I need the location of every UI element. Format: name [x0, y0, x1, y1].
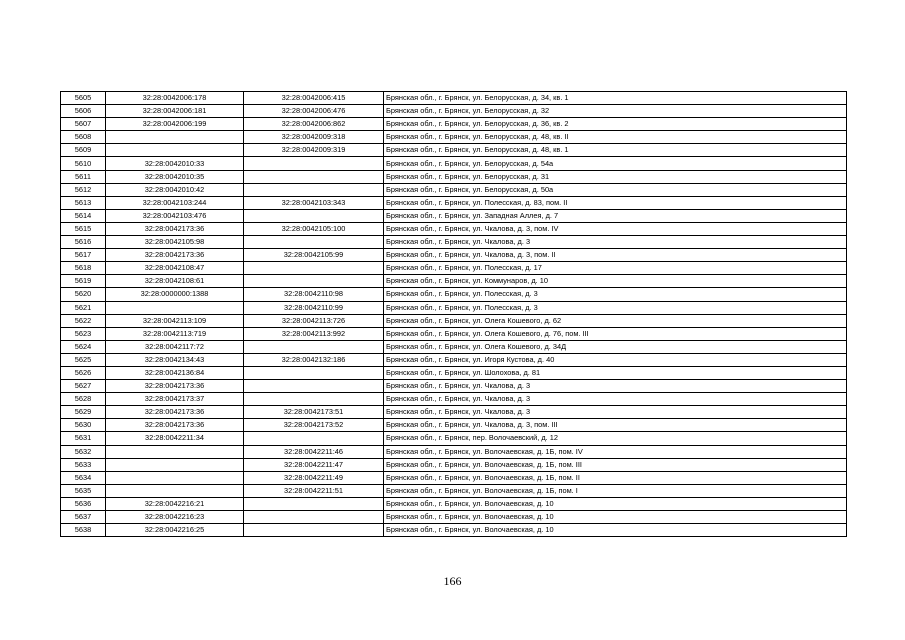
address-cell: Брянская обл., г. Брянск, ул. Волочаевская, д. 1Б, пом. II	[384, 471, 847, 484]
table-row	[61, 511, 847, 524]
table-row	[61, 380, 847, 393]
table-row	[61, 222, 847, 235]
cadastral-number-cell	[106, 445, 244, 458]
row-number-cell: 5633	[61, 458, 106, 471]
row-number-cell: 5637	[61, 511, 106, 524]
cadastral-number-cell: 32:28:0042103:244	[106, 196, 244, 209]
row-number-cell: 5628	[61, 393, 106, 406]
row-number-cell: 5612	[61, 183, 106, 196]
related-cadastral-number-cell: 32:28:0042006:476	[244, 105, 384, 118]
cadastral-number-cell: 32:28:0042108:61	[106, 275, 244, 288]
cadastral-number-cell: 32:28:0042108:47	[106, 262, 244, 275]
cadastral-number-cell: 32:28:0042173:37	[106, 393, 244, 406]
address-cell: Брянская обл., г. Брянск, ул. Чкалова, д. 3, пом. IV	[384, 222, 847, 235]
table-row	[61, 262, 847, 275]
table-row	[61, 92, 847, 105]
property-register-table	[60, 91, 847, 537]
address-cell: Брянская обл., г. Брянск, ул. Олега Кошевого, д. 34Д	[384, 340, 847, 353]
cadastral-number-cell: 32:28:0042173:36	[106, 380, 244, 393]
table-row	[61, 157, 847, 170]
row-number-cell: 5626	[61, 366, 106, 379]
address-cell: Брянская обл., г. Брянск, ул. Коммунаров, д. 10	[384, 275, 847, 288]
cadastral-number-cell: 32:28:0042173:36	[106, 222, 244, 235]
row-number-cell: 5605	[61, 92, 106, 105]
address-cell: Брянская обл., г. Брянск, ул. Чкалова, д. 3	[384, 380, 847, 393]
table-row	[61, 353, 847, 366]
address-cell: Брянская обл., г. Брянск, ул. Олега Кошевого, д. 62	[384, 314, 847, 327]
cadastral-number-cell	[106, 131, 244, 144]
cadastral-number-cell: 32:28:0042216:21	[106, 497, 244, 510]
related-cadastral-number-cell: 32:28:0042113:992	[244, 327, 384, 340]
table-row	[61, 524, 847, 537]
related-cadastral-number-cell	[244, 340, 384, 353]
row-number-cell: 5606	[61, 105, 106, 118]
table-row	[61, 301, 847, 314]
related-cadastral-number-cell: 32:28:0042103:343	[244, 196, 384, 209]
related-cadastral-number-cell: 32:28:0042105:100	[244, 222, 384, 235]
row-number-cell: 5620	[61, 288, 106, 301]
table-row	[61, 183, 847, 196]
table-row	[61, 366, 847, 379]
row-number-cell: 5613	[61, 196, 106, 209]
related-cadastral-number-cell	[244, 497, 384, 510]
cadastral-number-cell: 32:28:0042010:33	[106, 157, 244, 170]
address-cell: Брянская обл., г. Брянск, ул. Белорусская, д. 31	[384, 170, 847, 183]
register-table-body	[61, 92, 847, 537]
address-cell: Брянская обл., г. Брянск, ул. Игоря Кустова, д. 40	[384, 353, 847, 366]
cadastral-number-cell: 32:28:0042211:34	[106, 432, 244, 445]
cadastral-number-cell: 32:28:0042010:35	[106, 170, 244, 183]
address-cell: Брянская обл., г. Брянск, ул. Западная Аллея, д. 7	[384, 209, 847, 222]
row-number-cell: 5611	[61, 170, 106, 183]
table-row	[61, 144, 847, 157]
address-cell: Брянская обл., г. Брянск, ул. Олега Кошевого, д. 76, пом. III	[384, 327, 847, 340]
cadastral-number-cell: 32:28:0042113:109	[106, 314, 244, 327]
row-number-cell: 5615	[61, 222, 106, 235]
related-cadastral-number-cell: 32:28:0042173:51	[244, 406, 384, 419]
cadastral-number-cell: 32:28:0042216:25	[106, 524, 244, 537]
related-cadastral-number-cell: 32:28:0042009:318	[244, 131, 384, 144]
cadastral-number-cell: 32:28:0042105:98	[106, 236, 244, 249]
table-row	[61, 170, 847, 183]
address-cell: Брянская обл., г. Брянск, ул. Волочаевская, д. 10	[384, 497, 847, 510]
address-cell: Брянская обл., г. Брянск, пер. Волочаевский, д. 12	[384, 432, 847, 445]
related-cadastral-number-cell	[244, 275, 384, 288]
related-cadastral-number-cell: 32:28:0042211:49	[244, 471, 384, 484]
table-row	[61, 327, 847, 340]
row-number-cell: 5625	[61, 353, 106, 366]
address-cell: Брянская обл., г. Брянск, ул. Волочаевская, д. 1Б, пом. III	[384, 458, 847, 471]
table-row	[61, 314, 847, 327]
row-number-cell: 5622	[61, 314, 106, 327]
row-number-cell: 5608	[61, 131, 106, 144]
table-row	[61, 445, 847, 458]
row-number-cell: 5629	[61, 406, 106, 419]
related-cadastral-number-cell	[244, 170, 384, 183]
address-cell: Брянская обл., г. Брянск, ул. Белорусская, д. 34, кв. 1	[384, 92, 847, 105]
address-cell: Брянская обл., г. Брянск, ул. Белорусская, д. 32	[384, 105, 847, 118]
address-cell: Брянская обл., г. Брянск, ул. Полесская, д. 3	[384, 301, 847, 314]
address-cell: Брянская обл., г. Брянск, ул. Чкалова, д. 3	[384, 406, 847, 419]
row-number-cell: 5623	[61, 327, 106, 340]
row-number-cell: 5607	[61, 118, 106, 131]
address-cell: Брянская обл., г. Брянск, ул. Волочаевская, д. 1Б, пом. I	[384, 484, 847, 497]
table-row	[61, 340, 847, 353]
related-cadastral-number-cell: 32:28:0042211:46	[244, 445, 384, 458]
address-cell: Брянская обл., г. Брянск, ул. Волочаевская, д. 10	[384, 524, 847, 537]
address-cell: Брянская обл., г. Брянск, ул. Чкалова, д. 3, пом. II	[384, 249, 847, 262]
row-number-cell: 5632	[61, 445, 106, 458]
table-row	[61, 118, 847, 131]
cadastral-number-cell: 32:28:0042216:23	[106, 511, 244, 524]
row-number-cell: 5631	[61, 432, 106, 445]
cadastral-number-cell: 32:28:0042173:36	[106, 406, 244, 419]
related-cadastral-number-cell: 32:28:0042006:862	[244, 118, 384, 131]
row-number-cell: 5610	[61, 157, 106, 170]
address-cell: Брянская обл., г. Брянск, ул. Полесская, д. 83, пом. II	[384, 196, 847, 209]
table-row	[61, 471, 847, 484]
cadastral-number-cell: 32:28:0042113:719	[106, 327, 244, 340]
related-cadastral-number-cell	[244, 209, 384, 222]
address-cell: Брянская обл., г. Брянск, ул. Белорусская, д. 48, кв. II	[384, 131, 847, 144]
table-row	[61, 497, 847, 510]
cadastral-number-cell: 32:28:0042006:178	[106, 92, 244, 105]
related-cadastral-number-cell: 32:28:0042211:51	[244, 484, 384, 497]
row-number-cell: 5618	[61, 262, 106, 275]
related-cadastral-number-cell	[244, 262, 384, 275]
table-row	[61, 419, 847, 432]
cadastral-number-cell: 32:28:0042006:199	[106, 118, 244, 131]
address-cell: Брянская обл., г. Брянск, ул. Шолохова, д. 81	[384, 366, 847, 379]
cadastral-number-cell: 32:28:0042173:36	[106, 419, 244, 432]
row-number-cell: 5619	[61, 275, 106, 288]
address-cell: Брянская обл., г. Брянск, ул. Белорусская, д. 36, кв. 2	[384, 118, 847, 131]
row-number-cell: 5614	[61, 209, 106, 222]
cadastral-number-cell: 32:28:0042103:476	[106, 209, 244, 222]
address-cell: Брянская обл., г. Брянск, ул. Волочаевская, д. 10	[384, 511, 847, 524]
related-cadastral-number-cell: 32:28:0042211:47	[244, 458, 384, 471]
cadastral-number-cell	[106, 458, 244, 471]
table-row	[61, 393, 847, 406]
row-number-cell: 5617	[61, 249, 106, 262]
table-row	[61, 458, 847, 471]
address-cell: Брянская обл., г. Брянск, ул. Чкалова, д. 3, пом. III	[384, 419, 847, 432]
address-cell: Брянская обл., г. Брянск, ул. Полесская, д. 17	[384, 262, 847, 275]
cadastral-number-cell: 32:28:0042006:181	[106, 105, 244, 118]
table-row	[61, 209, 847, 222]
cadastral-number-cell	[106, 144, 244, 157]
related-cadastral-number-cell: 32:28:0042113:726	[244, 314, 384, 327]
row-number-cell: 5635	[61, 484, 106, 497]
table-row	[61, 105, 847, 118]
row-number-cell: 5638	[61, 524, 106, 537]
related-cadastral-number-cell	[244, 183, 384, 196]
table-row	[61, 288, 847, 301]
page-number: 166	[443, 574, 462, 588]
address-cell: Брянская обл., г. Брянск, ул. Чкалова, д. 3	[384, 236, 847, 249]
related-cadastral-number-cell	[244, 236, 384, 249]
cadastral-number-cell: 32:28:0042136:84	[106, 366, 244, 379]
cadastral-number-cell	[106, 301, 244, 314]
related-cadastral-number-cell	[244, 524, 384, 537]
table-row	[61, 484, 847, 497]
row-number-cell: 5616	[61, 236, 106, 249]
table-row	[61, 249, 847, 262]
related-cadastral-number-cell	[244, 366, 384, 379]
row-number-cell: 5636	[61, 497, 106, 510]
related-cadastral-number-cell: 32:28:0042173:52	[244, 419, 384, 432]
row-number-cell: 5627	[61, 380, 106, 393]
address-cell: Брянская обл., г. Брянск, ул. Чкалова, д. 3	[384, 393, 847, 406]
cadastral-number-cell: 32:28:0042173:36	[106, 249, 244, 262]
address-cell: Брянская обл., г. Брянск, ул. Белорусская, д. 54а	[384, 157, 847, 170]
related-cadastral-number-cell	[244, 432, 384, 445]
table-row	[61, 196, 847, 209]
row-number-cell: 5630	[61, 419, 106, 432]
cadastral-number-cell	[106, 471, 244, 484]
cadastral-number-cell: 32:28:0000000:1388	[106, 288, 244, 301]
table-row	[61, 236, 847, 249]
table-row	[61, 406, 847, 419]
row-number-cell: 5609	[61, 144, 106, 157]
related-cadastral-number-cell: 32:28:0042009:319	[244, 144, 384, 157]
address-cell: Брянская обл., г. Брянск, ул. Полесская, д. 3	[384, 288, 847, 301]
cadastral-number-cell: 32:28:0042134:43	[106, 353, 244, 366]
table-row	[61, 432, 847, 445]
row-number-cell: 5624	[61, 340, 106, 353]
row-number-cell: 5634	[61, 471, 106, 484]
address-cell: Брянская обл., г. Брянск, ул. Белорусская, д. 50а	[384, 183, 847, 196]
related-cadastral-number-cell: 32:28:0042006:415	[244, 92, 384, 105]
address-cell: Брянская обл., г. Брянск, ул. Белорусская, д. 48, кв. 1	[384, 144, 847, 157]
related-cadastral-number-cell	[244, 380, 384, 393]
related-cadastral-number-cell: 32:28:0042110:99	[244, 301, 384, 314]
related-cadastral-number-cell: 32:28:0042132:186	[244, 353, 384, 366]
row-number-cell: 5621	[61, 301, 106, 314]
address-cell: Брянская обл., г. Брянск, ул. Волочаевская, д. 1Б, пом. IV	[384, 445, 847, 458]
related-cadastral-number-cell	[244, 393, 384, 406]
cadastral-number-cell	[106, 484, 244, 497]
cadastral-number-cell: 32:28:0042010:42	[106, 183, 244, 196]
table-row	[61, 131, 847, 144]
table-row	[61, 275, 847, 288]
cadastral-number-cell: 32:28:0042117:72	[106, 340, 244, 353]
related-cadastral-number-cell: 32:28:0042110:98	[244, 288, 384, 301]
related-cadastral-number-cell	[244, 157, 384, 170]
related-cadastral-number-cell: 32:28:0042105:99	[244, 249, 384, 262]
related-cadastral-number-cell	[244, 511, 384, 524]
